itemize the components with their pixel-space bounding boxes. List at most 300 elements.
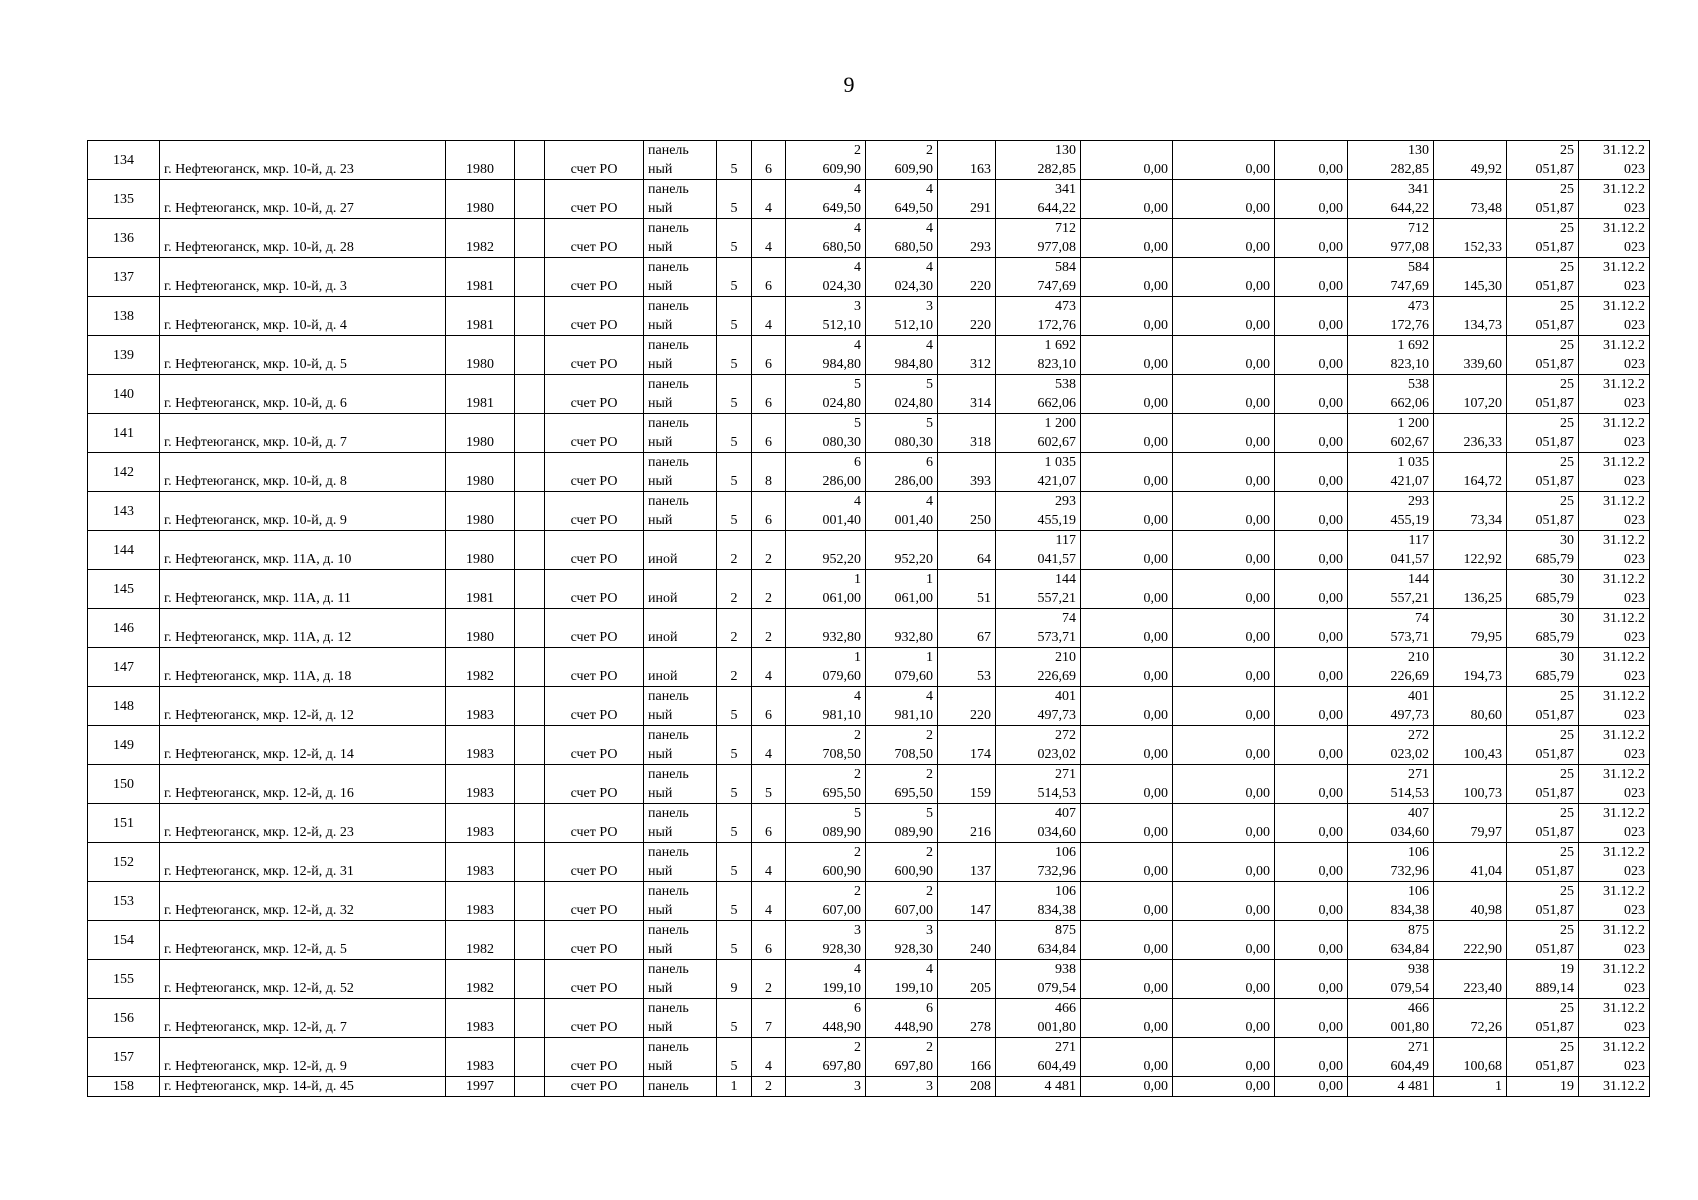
total-area: [786, 297, 866, 336]
floors: 5: [717, 687, 752, 726]
completion-date-line-1: 31.12.2: [1603, 143, 1645, 158]
total-area-line-1: 3: [854, 923, 861, 938]
table-row: [88, 882, 1650, 921]
funding-source: счет РО: [545, 258, 644, 297]
total-cost-line-1: 106: [1408, 845, 1429, 860]
completion-date-line-2: 023: [1624, 279, 1645, 294]
address: г. Нефтеюганск, мкр. 12-й, д. 32: [160, 882, 446, 921]
build-year: 1980: [446, 492, 515, 531]
cost-limit-line-2: 051,87: [1535, 474, 1574, 489]
funding-source: счет РО: [545, 999, 644, 1038]
wall-material-line-2: ный: [648, 513, 673, 528]
total-area-line-1: 2: [854, 143, 861, 158]
wall-material-line-1: панель: [648, 767, 689, 782]
living-area-line-1: 5: [926, 416, 933, 431]
value-2: 0,00: [1173, 960, 1275, 999]
repair-cost-line-2: 977,08: [1037, 240, 1076, 255]
empty-cell: [515, 960, 545, 999]
value-2: 0,00: [1173, 141, 1275, 180]
living-area-line-2: 984,80: [894, 357, 933, 372]
cost-limit-line-1: 25: [1560, 689, 1574, 704]
wall-material: [644, 1038, 717, 1077]
wall-material-line-2: ный: [648, 357, 673, 372]
total-area: [786, 882, 866, 921]
residents: 314: [938, 375, 996, 414]
completion-date: 31.12.2: [1579, 1077, 1650, 1097]
cost-limit-line-1: 30: [1560, 650, 1574, 665]
cost-per-m2: 80,60: [1434, 687, 1507, 726]
cost-limit-line-1: 25: [1560, 221, 1574, 236]
row-number: 147: [88, 648, 160, 687]
wall-material-line-1: панель: [648, 455, 689, 470]
cost-limit-line-2: 685,79: [1535, 552, 1574, 567]
living-area: [866, 180, 938, 219]
empty-cell: [515, 921, 545, 960]
cost-limit-line-1: 19: [1560, 962, 1574, 977]
cost-limit-line-1: 25: [1560, 299, 1574, 314]
floors: 5: [717, 921, 752, 960]
total-area-line-2: 697,80: [822, 1059, 861, 1074]
completion-date-line-1: 31.12.2: [1603, 494, 1645, 509]
cost-limit: [1507, 921, 1579, 960]
cost-limit-line-1: 25: [1560, 416, 1574, 431]
total-area-line-1: 6: [854, 455, 861, 470]
total-cost-line-2: 557,21: [1390, 591, 1429, 606]
table-row: [88, 453, 1650, 492]
value-2: 0,00: [1173, 531, 1275, 570]
living-area-line-1: 2: [926, 884, 933, 899]
living-area: [866, 960, 938, 999]
total-cost-line-1: 1 200: [1397, 416, 1429, 431]
residents: 220: [938, 297, 996, 336]
living-area-line-2: 001,40: [894, 513, 933, 528]
floors: 2: [717, 609, 752, 648]
residents: 250: [938, 492, 996, 531]
total-cost-line-1: 473: [1408, 299, 1429, 314]
registry-body: [88, 141, 1650, 1097]
living-area-line-1: 2: [926, 728, 933, 743]
value-2: 0,00: [1173, 921, 1275, 960]
total-cost: [1348, 804, 1434, 843]
living-area-line-1: 1: [926, 650, 933, 665]
repair-cost: [996, 726, 1081, 765]
total-cost: [1348, 258, 1434, 297]
repair-cost-line-1: 293: [1055, 494, 1076, 509]
value-1: 0,00: [1081, 453, 1173, 492]
completion-date-line-1: 31.12.2: [1603, 923, 1645, 938]
total-cost: [1348, 336, 1434, 375]
table-row: [88, 414, 1650, 453]
total-area-line-1: [790, 531, 861, 550]
cost-limit: [1507, 570, 1579, 609]
wall-material-line-2: ный: [648, 201, 673, 216]
wall-material: [644, 219, 717, 258]
total-cost-line-1: 938: [1408, 962, 1429, 977]
address: г. Нефтеюганск, мкр. 12-й, д. 5: [160, 921, 446, 960]
total-area-line-1: 4: [854, 182, 861, 197]
living-area-line-2: 928,30: [894, 942, 933, 957]
total-area-line-2: 600,90: [822, 864, 861, 879]
wall-material-line-1: панель: [648, 338, 689, 353]
floors: 9: [717, 960, 752, 999]
cost-limit-line-2: 051,87: [1535, 162, 1574, 177]
completion-date: [1579, 336, 1650, 375]
completion-date-line-1: 31.12.2: [1603, 689, 1645, 704]
living-area-line-1: 2: [926, 1040, 933, 1055]
cost-limit: [1507, 336, 1579, 375]
cost-limit-line-1: 30: [1560, 572, 1574, 587]
entrances: 2: [752, 570, 786, 609]
repair-cost-line-1: 1 200: [1044, 416, 1076, 431]
total-cost: [1348, 648, 1434, 687]
funding-source: счет РО: [545, 336, 644, 375]
value-3: 0,00: [1275, 882, 1348, 921]
cost-per-m2: 41,04: [1434, 843, 1507, 882]
repair-cost-line-1: 341: [1055, 182, 1076, 197]
living-area: [866, 765, 938, 804]
row-number: 142: [88, 453, 160, 492]
completion-date: [1579, 960, 1650, 999]
cost-per-m2: 79,97: [1434, 804, 1507, 843]
residents: 291: [938, 180, 996, 219]
wall-material-line-1: [648, 609, 712, 628]
completion-date-line-2: 023: [1624, 786, 1645, 801]
living-area-line-2: 079,60: [894, 669, 933, 684]
completion-date-line-2: 023: [1624, 1059, 1645, 1074]
row-number: 145: [88, 570, 160, 609]
value-2: 0,00: [1173, 336, 1275, 375]
completion-date: [1579, 882, 1650, 921]
cost-per-m2: 145,30: [1434, 258, 1507, 297]
total-cost-line-2: 823,10: [1390, 357, 1429, 372]
address: г. Нефтеюганск, мкр. 10-й, д. 9: [160, 492, 446, 531]
cost-limit: [1507, 258, 1579, 297]
value-2: 0,00: [1173, 609, 1275, 648]
wall-material-line-2: ный: [648, 786, 673, 801]
entrances: 4: [752, 648, 786, 687]
funding-source: счет РО: [545, 1038, 644, 1077]
residents: 64: [938, 531, 996, 570]
living-area: [866, 921, 938, 960]
completion-date-line-1: 31.12.2: [1603, 416, 1645, 431]
wall-material-line-2: ный: [648, 1020, 673, 1035]
row-number: 150: [88, 765, 160, 804]
cost-limit: [1507, 765, 1579, 804]
total-cost-line-2: 226,69: [1390, 669, 1429, 684]
total-cost-line-2: 514,53: [1390, 786, 1429, 801]
total-cost-line-1: 106: [1408, 884, 1429, 899]
entrances: 6: [752, 258, 786, 297]
total-area: 3: [786, 1077, 866, 1097]
repair-cost: [996, 375, 1081, 414]
repair-cost: [996, 921, 1081, 960]
empty-cell: [515, 180, 545, 219]
value-3: 0,00: [1275, 492, 1348, 531]
cost-limit-line-1: 25: [1560, 494, 1574, 509]
value-1: 0,00: [1081, 258, 1173, 297]
repair-cost: [996, 414, 1081, 453]
value-3: 0,00: [1275, 453, 1348, 492]
cost-per-m2: 152,33: [1434, 219, 1507, 258]
total-area-line-1: 1: [854, 572, 861, 587]
value-1: 0,00: [1081, 1038, 1173, 1077]
build-year: 1981: [446, 375, 515, 414]
housing-registry-table: [87, 140, 1650, 1097]
living-area: [866, 492, 938, 531]
wall-material-line-2: иной: [648, 669, 678, 684]
floors: 5: [717, 336, 752, 375]
value-3: 0,00: [1275, 921, 1348, 960]
repair-cost-line-1: 106: [1055, 884, 1076, 899]
completion-date: [1579, 453, 1650, 492]
wall-material-line-1: панель: [648, 923, 689, 938]
cost-per-m2: 107,20: [1434, 375, 1507, 414]
total-area-line-1: 2: [854, 884, 861, 899]
address: г. Нефтеюганск, мкр. 10-й, д. 28: [160, 219, 446, 258]
cost-per-m2: 40,98: [1434, 882, 1507, 921]
cost-limit-line-1: 25: [1560, 338, 1574, 353]
build-year: 1983: [446, 804, 515, 843]
table-row: [88, 297, 1650, 336]
row-number: 136: [88, 219, 160, 258]
build-year: 1981: [446, 258, 515, 297]
entrances: 4: [752, 882, 786, 921]
value-3: 0,00: [1275, 804, 1348, 843]
cost-per-m2: 73,48: [1434, 180, 1507, 219]
completion-date-line-1: 31.12.2: [1603, 533, 1645, 548]
entrances: 2: [752, 960, 786, 999]
completion-date-line-2: 023: [1624, 435, 1645, 450]
living-area-line-1: 5: [926, 377, 933, 392]
living-area: [866, 414, 938, 453]
table-row: [88, 804, 1650, 843]
value-2: 0,00: [1173, 1038, 1275, 1077]
completion-date: [1579, 297, 1650, 336]
floors: 5: [717, 258, 752, 297]
completion-date: [1579, 765, 1650, 804]
entrances: 6: [752, 492, 786, 531]
cost-limit: [1507, 219, 1579, 258]
total-area-line-2: 981,10: [822, 708, 861, 723]
build-year: 1983: [446, 765, 515, 804]
total-area-line-1: 1: [854, 650, 861, 665]
value-3: 0,00: [1275, 999, 1348, 1038]
total-area: [786, 804, 866, 843]
total-cost-line-2: 573,71: [1390, 630, 1429, 645]
completion-date: [1579, 141, 1650, 180]
living-area-line-2: 448,90: [894, 1020, 933, 1035]
cost-limit-line-2: 889,14: [1535, 981, 1574, 996]
total-cost: [1348, 687, 1434, 726]
wall-material-line-2: ный: [648, 864, 673, 879]
repair-cost: [996, 648, 1081, 687]
total-cost-line-1: 144: [1408, 572, 1429, 587]
total-cost-line-1: 210: [1408, 650, 1429, 665]
completion-date-line-1: 31.12.2: [1603, 1001, 1645, 1016]
total-area-line-2: 932,80: [822, 630, 861, 645]
value-1: 0,00: [1081, 219, 1173, 258]
wall-material-line-2: ный: [648, 747, 673, 762]
table-row: [88, 219, 1650, 258]
total-area-line-2: 607,00: [822, 903, 861, 918]
empty-cell: [515, 804, 545, 843]
build-year: 1982: [446, 219, 515, 258]
address: г. Нефтеюганск, мкр. 12-й, д. 12: [160, 687, 446, 726]
total-cost-line-2: 455,19: [1390, 513, 1429, 528]
total-cost-line-1: 74: [1415, 611, 1429, 626]
total-area-line-1: 5: [854, 806, 861, 821]
build-year: 1980: [446, 453, 515, 492]
repair-cost-line-1: 712: [1055, 221, 1076, 236]
funding-source: счет РО: [545, 141, 644, 180]
completion-date-line-2: 023: [1624, 318, 1645, 333]
value-2: 0,00: [1173, 258, 1275, 297]
table-row: [88, 648, 1650, 687]
repair-cost-line-1: 210: [1055, 650, 1076, 665]
total-cost-line-2: 602,67: [1390, 435, 1429, 450]
empty-cell: [515, 570, 545, 609]
total-cost: [1348, 219, 1434, 258]
value-1: 0,00: [1081, 297, 1173, 336]
wall-material-line-2: ный: [648, 708, 673, 723]
wall-material-line-1: панель: [648, 845, 689, 860]
total-area: [786, 531, 866, 570]
total-cost-line-2: 023,02: [1390, 747, 1429, 762]
total-cost-line-2: 834,38: [1390, 903, 1429, 918]
cost-limit-line-2: 051,87: [1535, 279, 1574, 294]
repair-cost-line-1: 938: [1055, 962, 1076, 977]
completion-date-line-2: 023: [1624, 357, 1645, 372]
address: г. Нефтеюганск, мкр. 10-й, д. 5: [160, 336, 446, 375]
total-area-line-2: 708,50: [822, 747, 861, 762]
empty-cell: [515, 375, 545, 414]
total-cost: [1348, 453, 1434, 492]
completion-date-line-2: 023: [1624, 630, 1645, 645]
completion-date-line-1: 31.12.2: [1603, 728, 1645, 743]
completion-date: [1579, 375, 1650, 414]
completion-date: [1579, 687, 1650, 726]
repair-cost: [996, 843, 1081, 882]
wall-material-line-1: панель: [648, 689, 689, 704]
residents: 137: [938, 843, 996, 882]
value-1: 0,00: [1081, 843, 1173, 882]
value-2: 0,00: [1173, 648, 1275, 687]
row-number: 158: [88, 1077, 160, 1097]
total-cost: [1348, 570, 1434, 609]
row-number: 140: [88, 375, 160, 414]
address: г. Нефтеюганск, мкр. 12-й, д. 9: [160, 1038, 446, 1077]
cost-limit-line-2: 051,87: [1535, 396, 1574, 411]
total-area: [786, 180, 866, 219]
funding-source: счет РО: [545, 648, 644, 687]
address: г. Нефтеюганск, мкр. 10-й, д. 27: [160, 180, 446, 219]
completion-date: [1579, 609, 1650, 648]
living-area-line-2: 600,90: [894, 864, 933, 879]
total-area-line-2: 649,50: [822, 201, 861, 216]
total-area-line-1: 4: [854, 221, 861, 236]
living-area: [866, 453, 938, 492]
completion-date-line-2: 023: [1624, 1020, 1645, 1035]
total-area-line-2: 286,00: [822, 474, 861, 489]
cost-limit-line-2: 051,87: [1535, 825, 1574, 840]
residents: 240: [938, 921, 996, 960]
living-area-line-2: 080,30: [894, 435, 933, 450]
address: г. Нефтеюганск, мкр. 12-й, д. 23: [160, 804, 446, 843]
completion-date-line-2: 023: [1624, 942, 1645, 957]
total-cost-line-1: 466: [1408, 1001, 1429, 1016]
repair-cost-line-2: 732,96: [1037, 864, 1076, 879]
cost-limit-line-1: 30: [1560, 611, 1574, 626]
completion-date-line-2: 023: [1624, 708, 1645, 723]
total-cost: 4 481: [1348, 1077, 1434, 1097]
cost-limit-line-1: 25: [1560, 884, 1574, 899]
living-area-line-1: 4: [926, 182, 933, 197]
repair-cost-line-1: 272: [1055, 728, 1076, 743]
total-area-line-2: 199,10: [822, 981, 861, 996]
repair-cost-line-2: 041,57: [1037, 552, 1076, 567]
value-1: 0,00: [1081, 531, 1173, 570]
cost-limit: [1507, 297, 1579, 336]
wall-material-line-1: панель: [648, 962, 689, 977]
completion-date-line-2: 023: [1624, 474, 1645, 489]
empty-cell: [515, 765, 545, 804]
completion-date-line-1: 31.12.2: [1603, 1040, 1645, 1055]
row-number: 152: [88, 843, 160, 882]
total-cost-line-1: 117: [1408, 533, 1429, 548]
cost-limit: [1507, 141, 1579, 180]
value-3: 0,00: [1275, 765, 1348, 804]
value-2: 0,00: [1173, 453, 1275, 492]
wall-material-line-1: панель: [648, 377, 689, 392]
living-area-line-1: 6: [926, 1001, 933, 1016]
living-area: [866, 297, 938, 336]
cost-limit-line-2: 051,87: [1535, 903, 1574, 918]
completion-date-line-1: 31.12.2: [1603, 884, 1645, 899]
repair-cost-line-1: 117: [1055, 533, 1076, 548]
living-area: [866, 648, 938, 687]
completion-date-line-1: 31.12.2: [1603, 572, 1645, 587]
repair-cost-line-1: 130: [1055, 143, 1076, 158]
living-area: [866, 804, 938, 843]
total-cost-line-1: 1 035: [1397, 455, 1429, 470]
living-area-line-1: [870, 531, 933, 550]
build-year: 1997: [446, 1077, 515, 1097]
total-area: [786, 414, 866, 453]
row-number: 157: [88, 1038, 160, 1077]
wall-material: [644, 609, 717, 648]
cost-limit-line-1: 25: [1560, 806, 1574, 821]
repair-cost: [996, 765, 1081, 804]
wall-material-line-2: иной: [648, 591, 678, 606]
empty-cell: [515, 453, 545, 492]
completion-date-line-1: 31.12.2: [1603, 767, 1645, 782]
residents: 312: [938, 336, 996, 375]
floors: 5: [717, 843, 752, 882]
value-3: 0,00: [1275, 726, 1348, 765]
funding-source: счет РО: [545, 765, 644, 804]
completion-date: [1579, 843, 1650, 882]
residents: 220: [938, 258, 996, 297]
floors: 5: [717, 180, 752, 219]
funding-source: счет РО: [545, 609, 644, 648]
repair-cost: [996, 882, 1081, 921]
funding-source: счет РО: [545, 219, 644, 258]
total-area: [786, 492, 866, 531]
cost-per-m2: 100,43: [1434, 726, 1507, 765]
living-area-line-2: 932,80: [894, 630, 933, 645]
completion-date-line-1: 31.12.2: [1603, 611, 1645, 626]
wall-material: [644, 960, 717, 999]
